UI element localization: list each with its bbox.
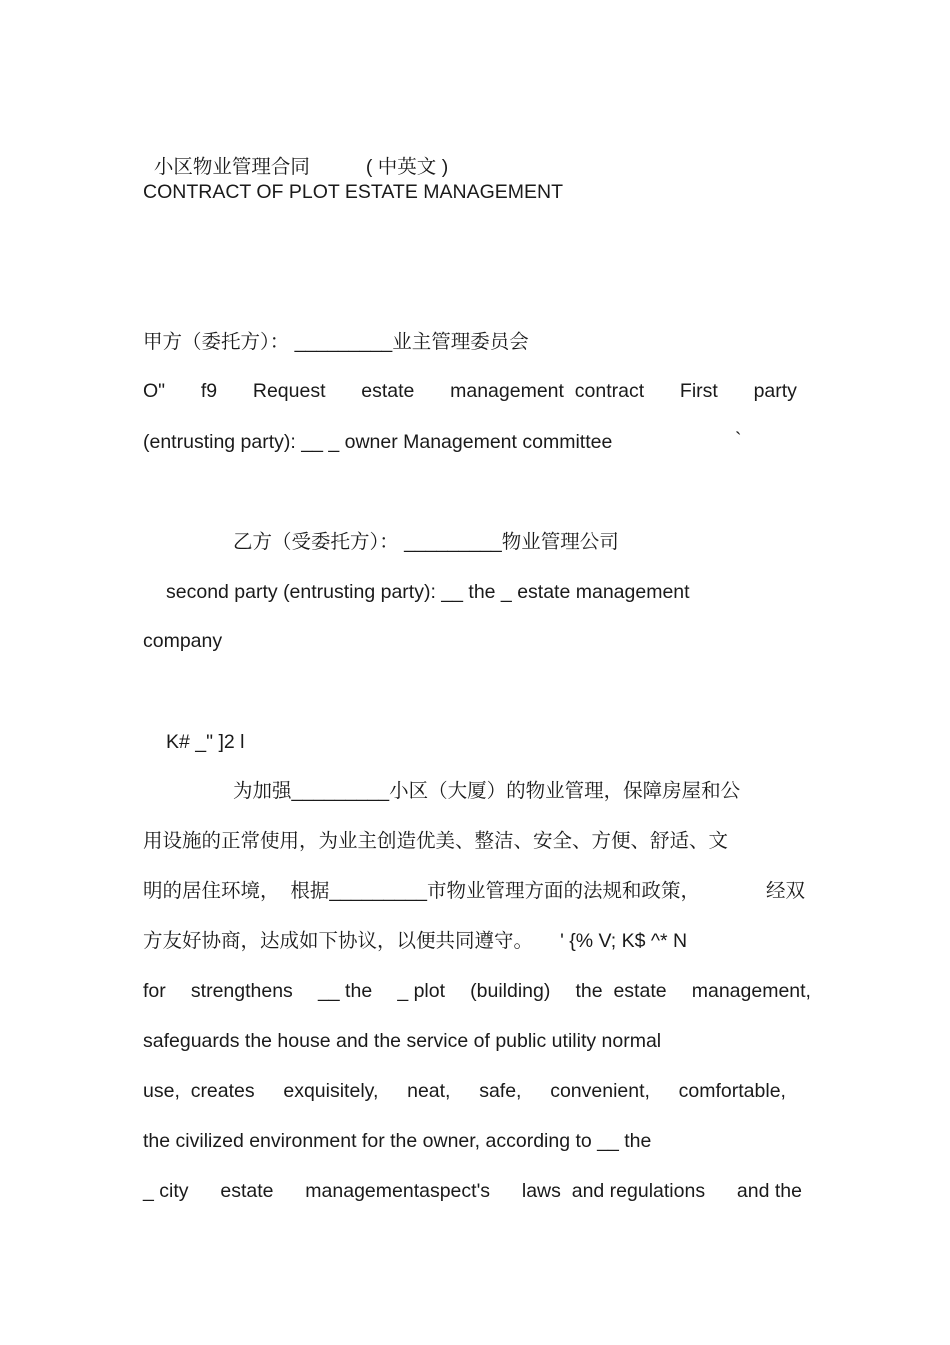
word: estate <box>220 1180 274 1202</box>
preamble-en-line1 <box>143 978 811 1004</box>
word: exquisitely, <box>283 1080 379 1102</box>
preamble-cn-line1: 为加强_________小区（大厦）的物业管理，保障房屋和公 <box>233 780 741 802</box>
preamble-en-line4: the civilized environment for the owner, according to __ the <box>143 1130 652 1152</box>
preamble-en-line2: safeguards the house and the service of public utility normal <box>143 1030 662 1052</box>
word: First <box>679 380 718 402</box>
preamble-cn-line2: 用设施的正常使用，为业主创造优美、整洁、安全、方便、舒适、文 <box>143 830 729 852</box>
stray-mark: ` <box>735 429 742 451</box>
title-cn-suffix: ( 中英文 ) <box>365 156 449 178</box>
title-cn: 小区物业管理合同 <box>153 156 310 178</box>
title-cn-line <box>143 128 448 180</box>
word: O" <box>143 380 166 402</box>
word: comfortable, <box>678 1080 786 1102</box>
word: (building) <box>470 980 551 1002</box>
word: and the <box>736 1180 802 1202</box>
first-party-en-line1 <box>143 378 797 404</box>
word: use, creates <box>143 1080 255 1102</box>
word: Request <box>252 380 326 402</box>
word: _ city <box>143 1180 189 1202</box>
word: managementaspect's <box>305 1180 491 1202</box>
noise-line: K# _" ]2 l <box>166 731 245 753</box>
segment: 明的居住环境， 根据_________市物业管理方面的法规和政策， <box>143 880 700 902</box>
word: for <box>143 980 166 1002</box>
preamble-en-line3 <box>143 1078 786 1104</box>
first-party-en-line2: (entrusting party): __ _ owner Management committee <box>143 431 613 453</box>
word: the estate <box>575 980 667 1002</box>
word: safe, <box>479 1080 522 1102</box>
word: laws and regulations <box>521 1180 706 1202</box>
word: party <box>753 380 797 402</box>
second-party-en-line2: company <box>143 630 223 652</box>
word: management, <box>691 980 811 1002</box>
second-party-en-line1: second party (entrusting party): __ the _ estate management <box>166 581 690 603</box>
first-party-cn: 甲方（委托方）： _________业主管理委员会 <box>143 331 529 353</box>
word: f9 <box>200 380 218 402</box>
segment: 经双 <box>765 880 805 902</box>
preamble-cn-line3 <box>143 878 805 904</box>
preamble-cn-line4: 方友好协商，达成如下协议，以便共同遵守。 ' {% V; K$ ^* N <box>143 930 688 952</box>
second-party-cn: 乙方（受委托方）： _________物业管理公司 <box>233 531 619 553</box>
word: convenient, <box>550 1080 650 1102</box>
word: neat, <box>407 1080 451 1102</box>
word: estate <box>361 380 415 402</box>
title-en: CONTRACT OF PLOT ESTATE MANAGEMENT <box>143 181 564 203</box>
preamble-en-line5 <box>143 1178 802 1204</box>
word: management contract <box>450 380 645 402</box>
word: _ plot <box>397 980 446 1002</box>
word: strengthens <box>190 980 293 1002</box>
word: __ the <box>317 980 373 1002</box>
